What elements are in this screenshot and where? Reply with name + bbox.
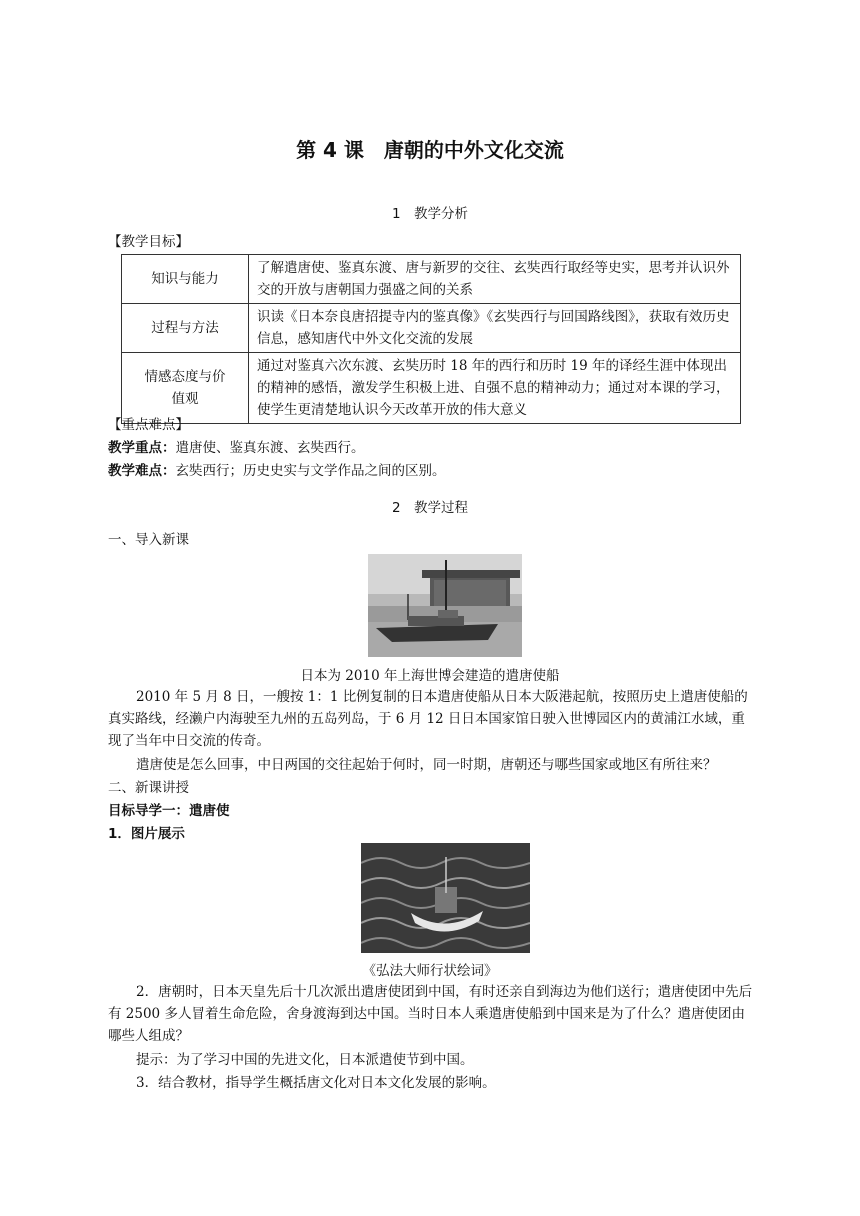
hint-paragraph: 提示：为了学习中国的先进文化，日本派遣使节到中国。 [136,1052,474,1068]
page-title: 第 4 课 唐朝的中外文化交流 [296,138,564,162]
section-heading-process: 2 教学过程 [391,500,469,516]
question-paragraph: 遣唐使是怎么回事，中日两国的交往起始于何时，同一时期，唐朝还与哪些国家或地区有所往来？ [136,757,717,773]
key-heading: 【重点难点】 [108,417,189,433]
goal-text: 识读《日本奈良唐招提寺内的鉴真像》《玄奘西行与回国路线图》，获取有效历史信息，感知唐代中外文化交流的发展 [249,304,741,353]
goals-table [121,254,741,424]
goal-label: 知识与能力 [122,255,249,304]
section-heading-analysis: 1 教学分析 [391,206,469,222]
difficulties [108,460,748,482]
target-heading: 目标导学一：遣唐使 [108,803,230,819]
key-points-label: 教学重点： [108,440,176,456]
goal-label: 过程与方法 [122,304,249,353]
painting-caption: 《弘法大师行状绘词》 [362,963,498,979]
question-paragraph-envoys: 2．唐朝时，日本天皇先后十几次派出遣唐使团到中国，有时还亲自到海边为他们送行；遣唐使团中先后有 2500 多人冒着生命危险，舍身渡海到达中国。当时日本人乘遣唐使船到中国来是为了什么？遣唐使团由哪些人组成？ [108,984,753,1044]
ship-photo [368,554,522,657]
intro-paragraph: 2010 年 5 月 8 日，一艘按 1：1 比例复制的日本遣唐使船从日本大阪港起航，按照历史上遣唐使船的真实路线，经濑户内海驶至九州的五岛列岛，于 6 月 12 日日本国家馆日驶入世博园区内的黄浦江水域，重现了当年中日交流的传奇。 [108,689,748,749]
item-summary: 3．结合教材，指导学生概括唐文化对日本文化发展的影响。 [136,1075,496,1091]
key-points-text: 遣唐使、鉴真东渡、玄奘西行。 [175,440,365,456]
item-picture-display: 1．图片展示 [108,826,185,842]
goals-heading: 【教学目标】 [108,234,189,250]
table-row [122,255,741,304]
part-heading-intro: 一、导入新课 [108,532,189,548]
goal-text: 了解遣唐使、鉴真东渡、唐与新罗的交往、玄奘西行取经等史实，思考并认识外交的开放与唐朝国力强盛之间的关系 [249,255,741,304]
difficulties-text: 玄奘西行；历史史实与文学作品之间的区别。 [175,463,446,479]
goal-label: 情感态度与价值观 [122,353,249,424]
painting-image [361,843,530,953]
part-heading-new-lesson: 二、新课讲授 [108,780,189,796]
table-row [122,353,741,424]
difficulties-label: 教学难点： [108,463,176,479]
table-row [122,304,741,353]
ship-photo-caption: 日本为 2010 年上海世博会建造的遣唐使船 [300,668,560,684]
key-points [108,437,748,459]
goal-text: 通过对鉴真六次东渡、玄奘历时 18 年的西行和历时 19 年的译经生涯中体现出的精神的感悟，激发学生积极上进、自强不息的精神动力；通过对本课的学习，使学生更清楚地认识今天改革开放的伟大意义 [249,353,741,424]
